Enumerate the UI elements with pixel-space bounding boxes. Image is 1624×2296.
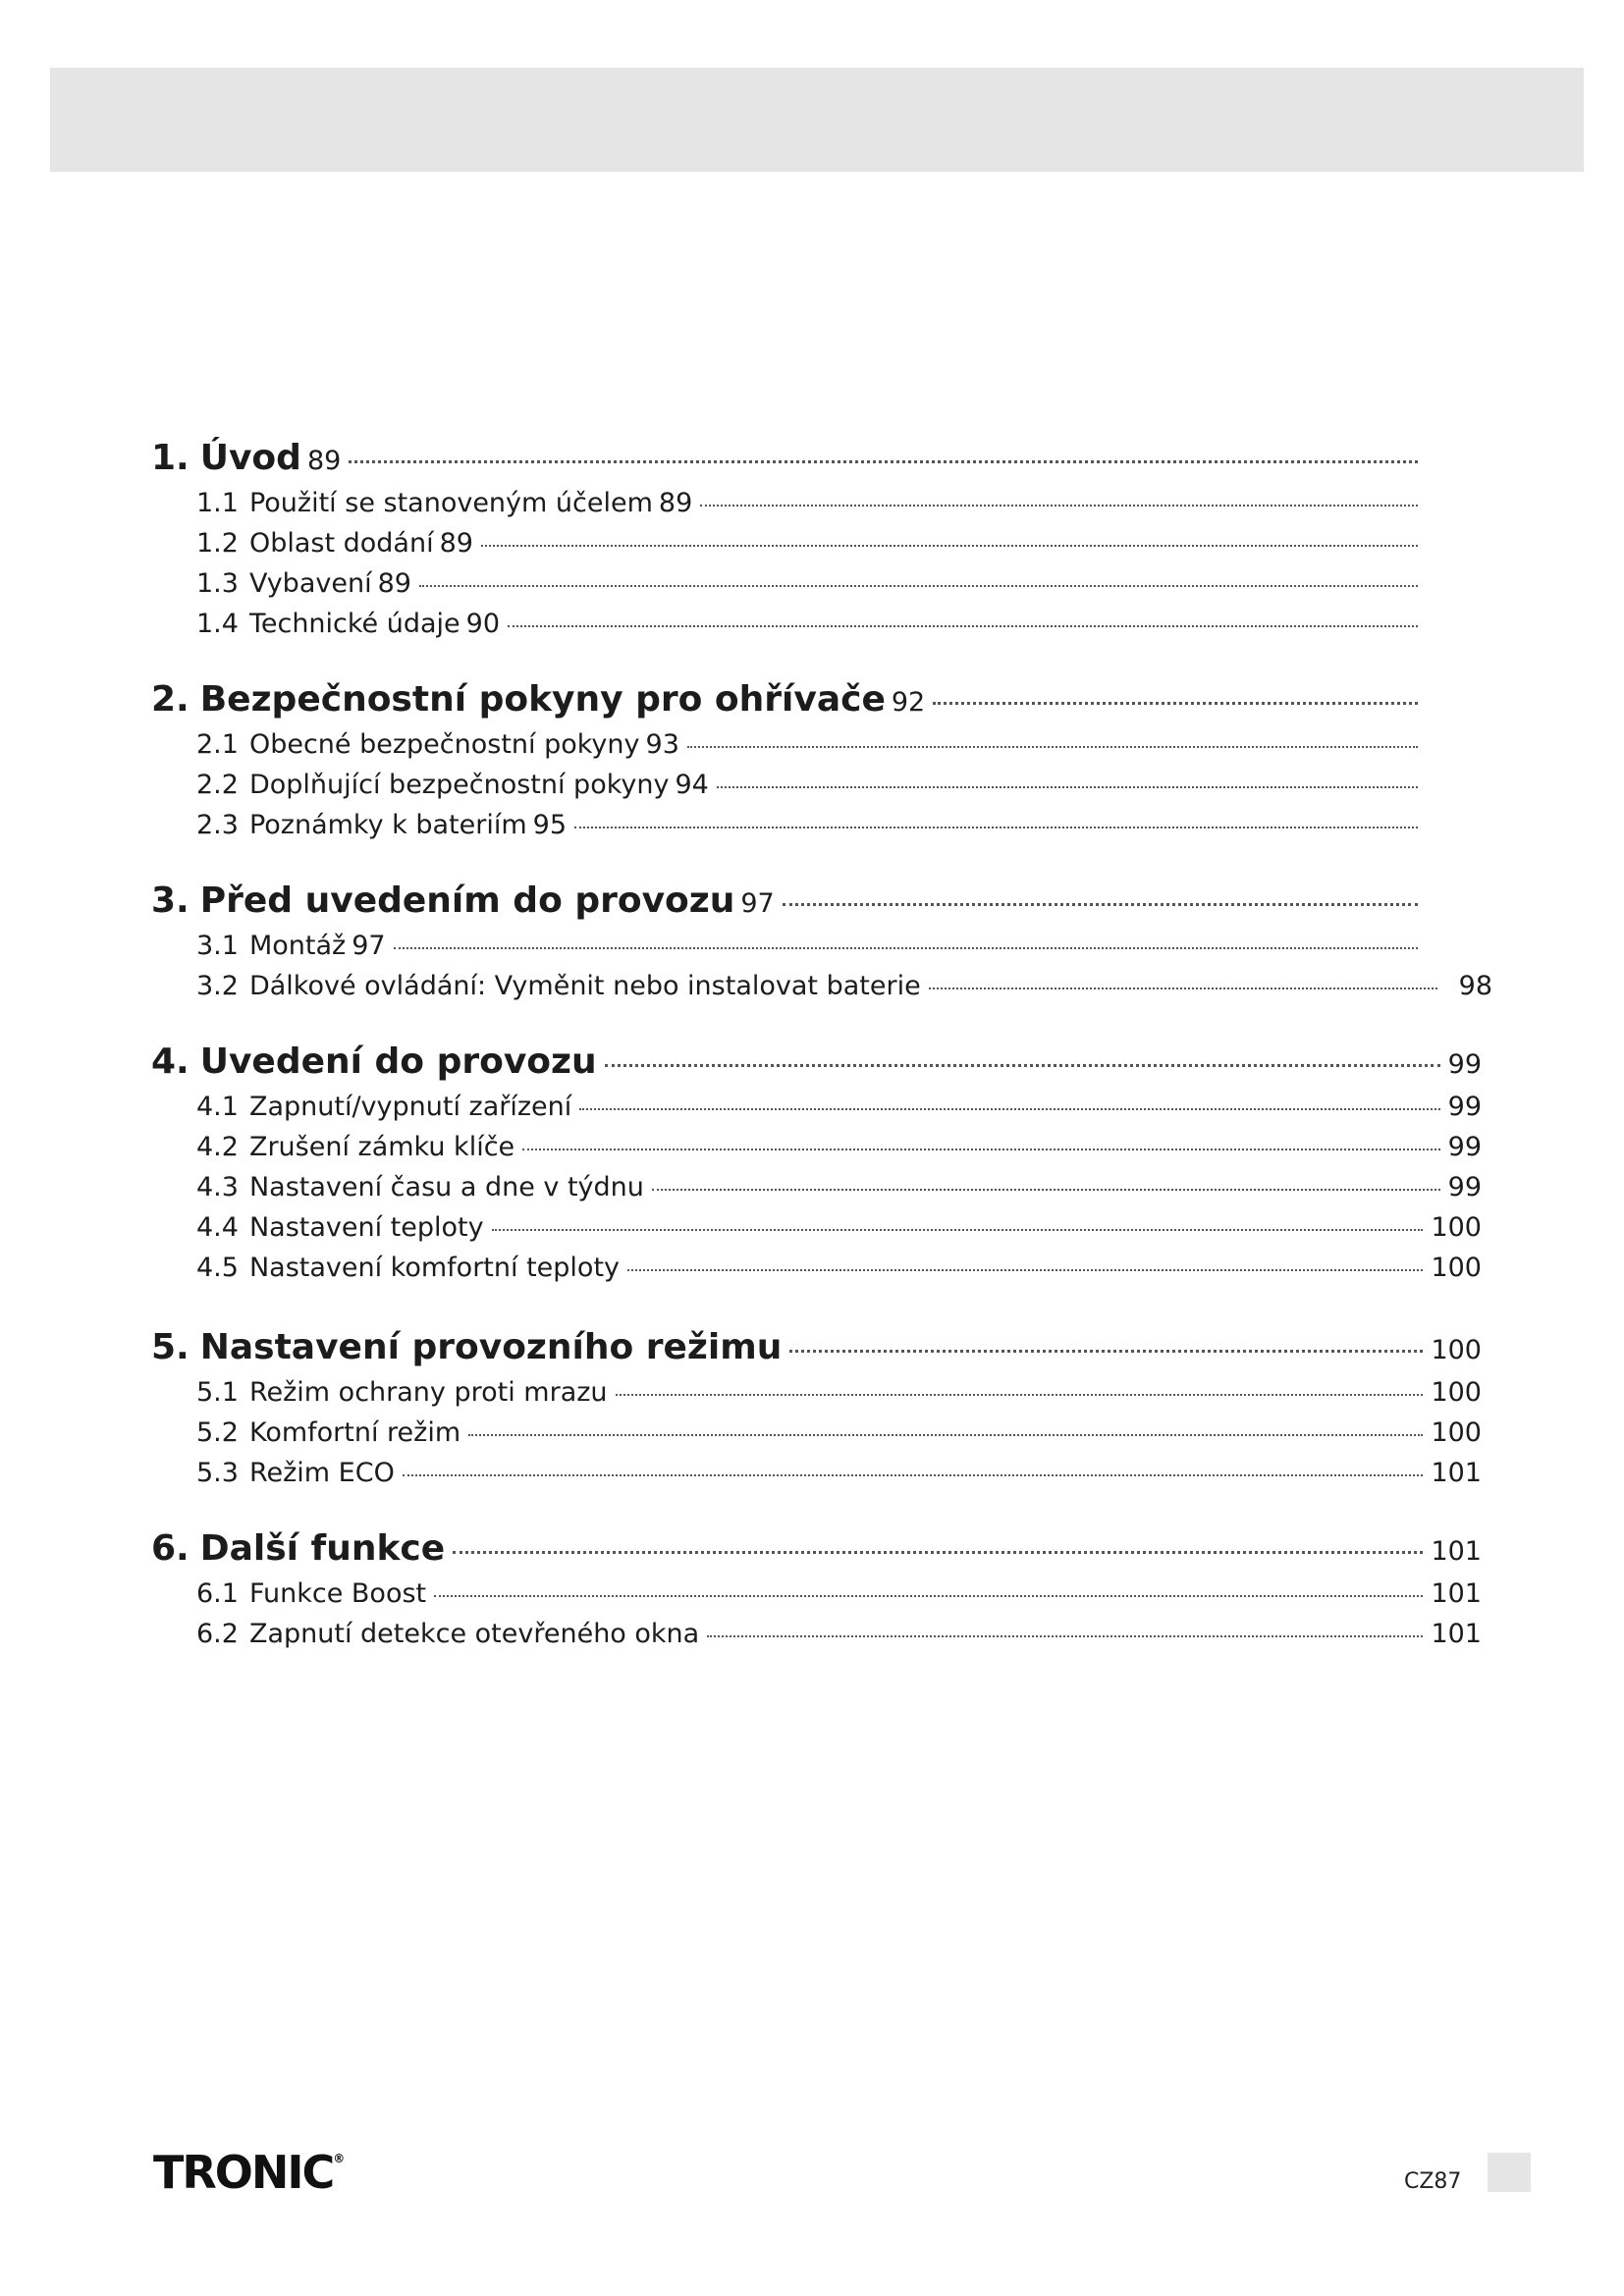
chapter-title: Před uvedením do provozu	[199, 881, 735, 921]
section-number: 4.3	[196, 1172, 239, 1202]
dot-leader	[616, 1394, 1424, 1396]
section-number: 1.1	[196, 488, 239, 518]
toc-section[interactable]	[196, 1253, 1482, 1283]
chapter-page: 99	[1447, 1049, 1482, 1080]
dot-leader	[453, 1551, 1423, 1554]
section-page: 100	[1431, 1253, 1482, 1283]
section-page: 95	[532, 810, 568, 840]
chapter-number: 3.	[151, 881, 189, 921]
page-number: CZ87	[1404, 2169, 1462, 2194]
chapter-page: 100	[1431, 1335, 1482, 1365]
section-number: 2.1	[196, 729, 239, 760]
dot-leader	[789, 1350, 1423, 1353]
header-band	[50, 68, 1584, 172]
toc-section[interactable]	[196, 971, 1492, 1001]
dot-leader	[933, 702, 1418, 705]
dot-leader	[468, 1434, 1423, 1436]
chapter-page: 97	[740, 888, 775, 919]
toc-section[interactable]	[196, 1132, 1482, 1162]
toc-section[interactable]	[196, 1092, 1482, 1122]
dot-leader	[574, 827, 1418, 828]
toc-chapter-4[interactable]	[151, 1041, 1482, 1082]
section-number: 2.2	[196, 770, 239, 800]
toc-section[interactable]	[196, 488, 1426, 518]
chapter-number: 5.	[151, 1327, 189, 1367]
toc-chapter-3[interactable]	[151, 881, 1426, 921]
dot-leader	[652, 1189, 1440, 1191]
brand-name: TRONIC	[153, 2146, 334, 2199]
chapter-page: 89	[306, 446, 342, 476]
section-number: 5.2	[196, 1417, 239, 1448]
chapter-title: Další funkce	[199, 1528, 446, 1569]
toc-section[interactable]	[196, 1458, 1482, 1488]
section-title: Nastavení teploty	[248, 1212, 484, 1243]
dot-leader	[434, 1595, 1423, 1597]
section-page: 93	[645, 729, 679, 760]
section-title: Technické údaje	[248, 609, 460, 639]
toc-chapter-1[interactable]	[151, 438, 1426, 478]
section-page: 99	[1447, 1092, 1482, 1122]
section-page: 94	[675, 770, 709, 800]
dot-leader	[492, 1229, 1424, 1231]
toc-chapter-5[interactable]	[151, 1327, 1482, 1367]
section-number: 1.4	[196, 609, 239, 639]
section-title: Zrušení zámku klíče	[248, 1132, 515, 1162]
dot-leader	[522, 1148, 1439, 1150]
toc-section[interactable]	[196, 1172, 1482, 1202]
dot-leader	[481, 545, 1418, 547]
dot-leader	[783, 903, 1418, 906]
chapter-number: 6.	[151, 1528, 189, 1569]
section-number: 6.1	[196, 1578, 239, 1609]
section-title: Použití se stanoveným účelem	[248, 488, 653, 518]
section-title: Dálkové ovládání: Vyměnit nebo instalovat baterie	[248, 971, 921, 1001]
toc-section[interactable]	[196, 568, 1426, 599]
toc-section[interactable]	[196, 1417, 1482, 1448]
section-title: Nastavení času a dne v týdnu	[248, 1172, 644, 1202]
toc-section[interactable]	[196, 729, 1426, 760]
section-page: 89	[439, 528, 473, 559]
section-title: Poznámky k bateriím	[248, 810, 527, 840]
section-number: 4.1	[196, 1092, 239, 1122]
section-number: 2.3	[196, 810, 239, 840]
dot-leader	[627, 1269, 1423, 1271]
chapter-title: Nastavení provozního režimu	[199, 1327, 783, 1367]
section-title: Vybavení	[248, 568, 372, 599]
dot-leader	[349, 460, 1418, 463]
section-title: Režim ECO	[248, 1458, 395, 1488]
brand-logo	[153, 2146, 345, 2199]
dot-leader	[707, 1635, 1423, 1637]
section-title: Nastavení komfortní teploty	[248, 1253, 621, 1283]
dot-leader	[419, 585, 1418, 587]
toc-section[interactable]	[196, 1377, 1482, 1408]
section-number: 5.3	[196, 1458, 239, 1488]
toc-section[interactable]	[196, 1619, 1482, 1649]
section-number: 3.2	[196, 971, 239, 1001]
section-page: 101	[1431, 1619, 1482, 1649]
section-page: 90	[465, 609, 501, 639]
section-page: 89	[658, 488, 693, 518]
toc-section[interactable]	[196, 1212, 1482, 1243]
section-title: Doplňující bezpečnostní pokyny	[248, 770, 670, 800]
section-title: Zapnutí detekce otevřeného okna	[248, 1619, 700, 1649]
section-page: 89	[377, 568, 411, 599]
toc-section[interactable]	[196, 810, 1426, 840]
section-number: 1.2	[196, 528, 239, 559]
section-title: Oblast dodání	[248, 528, 434, 559]
toc-section[interactable]	[196, 609, 1426, 639]
dot-leader	[700, 505, 1418, 507]
toc-section[interactable]	[196, 1578, 1482, 1609]
toc-chapter-6[interactable]	[151, 1528, 1482, 1569]
section-title: Zapnutí/vypnutí zařízení	[248, 1092, 572, 1122]
toc-section[interactable]	[196, 528, 1426, 559]
section-title: Funkce Boost	[248, 1578, 427, 1609]
chapter-title: Úvod	[199, 438, 301, 478]
section-title: Montáž	[248, 931, 347, 961]
section-number: 6.2	[196, 1619, 239, 1649]
section-number: 4.5	[196, 1253, 239, 1283]
section-number: 1.3	[196, 568, 239, 599]
section-page: 100	[1431, 1377, 1482, 1408]
section-number: 3.1	[196, 931, 239, 961]
section-title: Komfortní režim	[248, 1417, 461, 1448]
chapter-number: 1.	[151, 438, 189, 478]
section-page: 99	[1447, 1172, 1482, 1202]
dot-leader	[605, 1064, 1440, 1067]
section-title: Režim ochrany proti mrazu	[248, 1377, 608, 1408]
section-title: Obecné bezpečnostní pokyny	[248, 729, 640, 760]
page-tab-marker	[1488, 2153, 1531, 2192]
registered-mark: ®	[333, 2152, 346, 2165]
dot-leader	[394, 947, 1418, 949]
section-page: 97	[352, 931, 386, 961]
chapter-number: 4.	[151, 1041, 189, 1082]
section-number: 4.2	[196, 1132, 239, 1162]
dot-leader	[929, 988, 1437, 989]
dot-leader	[579, 1108, 1439, 1110]
section-page: 101	[1431, 1578, 1482, 1609]
dot-leader	[687, 746, 1418, 748]
section-number: 4.4	[196, 1212, 239, 1243]
chapter-page: 92	[891, 687, 926, 718]
section-page: 101	[1431, 1458, 1482, 1488]
section-page: 99	[1447, 1132, 1482, 1162]
toc-section[interactable]	[196, 931, 1426, 961]
section-number: 5.1	[196, 1377, 239, 1408]
chapter-title: Uvedení do provozu	[199, 1041, 597, 1082]
chapter-page: 101	[1431, 1536, 1482, 1567]
toc-section[interactable]	[196, 770, 1426, 800]
chapter-title: Bezpečnostní pokyny pro ohřívače	[199, 679, 886, 720]
dot-leader	[508, 625, 1418, 627]
dot-leader	[717, 786, 1418, 788]
section-page: 100	[1431, 1212, 1482, 1243]
chapter-number: 2.	[151, 679, 189, 720]
dot-leader	[403, 1474, 1424, 1476]
section-page: 100	[1431, 1417, 1482, 1448]
section-page: 98	[1458, 971, 1492, 1001]
toc-chapter-2[interactable]	[151, 679, 1426, 720]
